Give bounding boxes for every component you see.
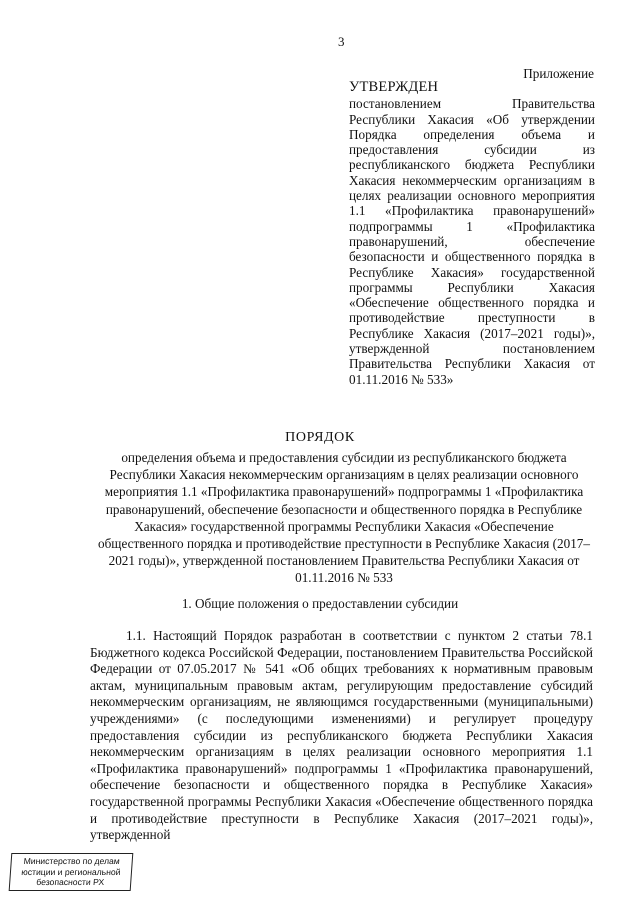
document-subtitle: определения объема и предоставления субсидии из республиканского бюджета Республики Хакасия некоммерческим организациям в целях реализации основного мероприятия 1.1 «Профилактика правонарушений» подпрограммы 1 «Профилактика правонарушений, обеспечение безопасности и общественного порядка в Республике Хакасия» государственной программы Республики Хакасия «Обеспечение общественного порядка и противодействие преступности в Республике Хакасия (2017–2021 годы)», утвержденной постановлением Правительства Республики Хакасия от 01.11.2016 № 533 bbox=[98, 450, 590, 586]
approval-block bbox=[349, 80, 595, 387]
registration-stamp: Министерство по делам юстиции и региональной безопасности РХ bbox=[9, 853, 134, 891]
page-number: 3 bbox=[338, 34, 345, 49]
body-paragraph: 1.1. Настоящий Порядок разработан в соответствии с пунктом 2 статьи 78.1 Бюджетного кодекса Российской Федерации, постановлением Правительства Российской Федерации от 07.05.2017 № 541 «Об общих требованиях к нормативным правовым актам, муниципальным правовым актам, регулирующим предоставление субсидий некоммерческим организациям, не являющимся государственными (муниципальными) учреждениями» (с последующими изменениями) и регулирует процедуру предоставления субсидии из республиканского бюджета Республики Хакасия некоммерческим организациям в целях реализации основного мероприятия 1.1 «Профилактика правонарушений» подпрограммы 1 «Профилактика правонарушений, обеспечение безопасности и общественного порядка в Республике Хакасия» государственной программы Республики Хакасия «Обеспечение общественного порядка и противодействие преступности в Республике Хакасия (2017–2021 годы)», утвержденной bbox=[90, 628, 593, 843]
section-heading: 1. Общие положения о предоставлении субсидии bbox=[181, 596, 459, 611]
approval-heading: УТВЕРЖДЕН bbox=[349, 79, 439, 95]
appendix-label: Приложение bbox=[523, 66, 594, 81]
approval-text: постановлением Правительства Республики Хакасия «Об утверждении Порядка определения объема и предоставления субсидии из республиканского бюджета Республики Хакасия некоммерческим организациям в целях реализации основного мероприятия 1.1 «Профилактика правонарушений» подпрограммы 1 «Профилактика правонарушений, обеспечение безопасности и общественного порядка в Республике Хакасия» государственной программы Республики Хакасия «Обеспечение общественного порядка и противодействие преступности в Республике Хакасия (2017–2021 годы)», утвержденной постановлением Правительства Республики Хакасия от 01.11.2016 № 533» bbox=[349, 96, 595, 387]
document-title: ПОРЯДОК bbox=[285, 430, 355, 445]
